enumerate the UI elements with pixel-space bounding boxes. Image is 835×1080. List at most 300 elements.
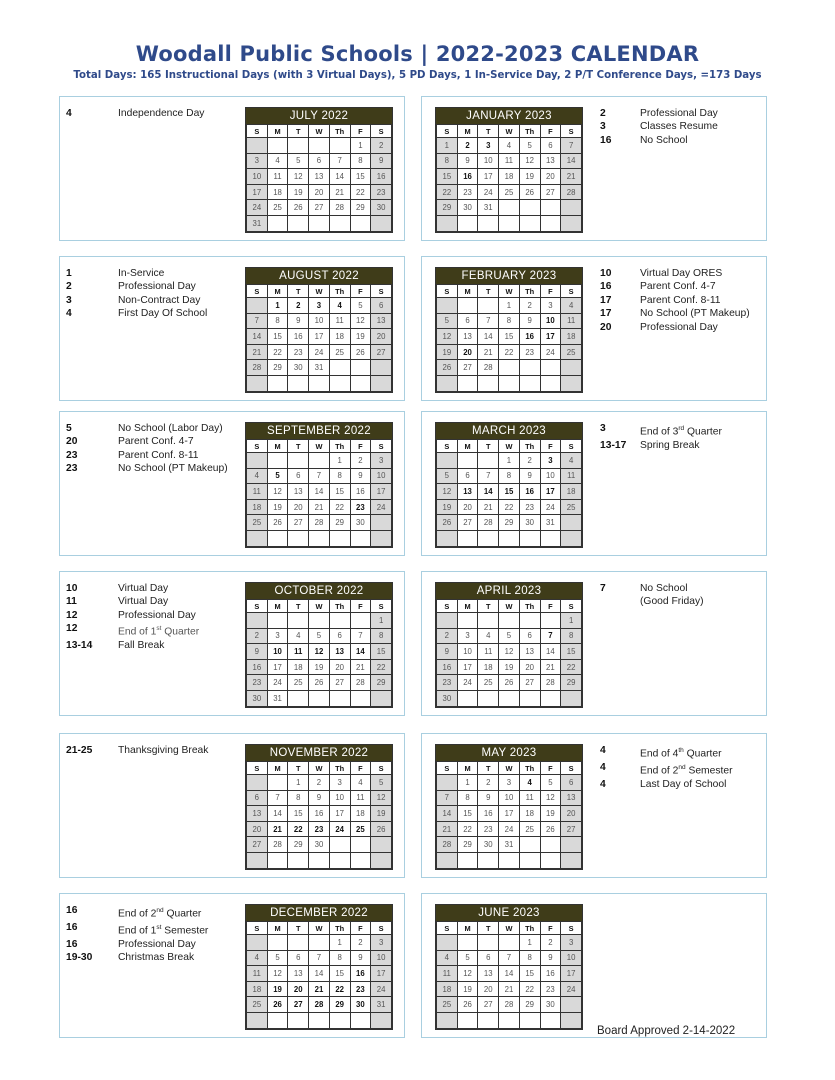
day-cell: 21	[561, 169, 582, 185]
day-cell: 15	[267, 329, 288, 345]
day-cell	[247, 852, 268, 868]
day-cell: 12	[437, 484, 458, 500]
day-cell: 15	[561, 644, 582, 660]
event-date: 16	[600, 134, 612, 146]
month-grid	[436, 761, 582, 869]
weekday-label: S	[437, 125, 458, 138]
day-cell	[519, 690, 540, 706]
weekday-label: Th	[519, 922, 540, 935]
day-cell: 2	[457, 138, 478, 154]
event-label-text: Professional Day	[640, 108, 718, 119]
day-cell: 10	[267, 644, 288, 660]
day-cell: 15	[499, 484, 520, 500]
day-cell: 23	[540, 981, 561, 997]
day-cell	[519, 837, 540, 853]
day-cell: 4	[247, 468, 268, 484]
day-cell	[561, 852, 582, 868]
event-label-text: Parent Conf. 4-7	[640, 281, 716, 293]
day-cell	[519, 200, 540, 216]
event-label	[118, 449, 199, 462]
day-cell: 17	[561, 966, 582, 982]
day-cell	[478, 530, 499, 546]
event-label-text: No School	[640, 583, 688, 594]
weekday-label: Th	[519, 600, 540, 613]
day-cell: 24	[371, 981, 392, 997]
week-row	[247, 644, 392, 660]
event-label-text: Virtual Day	[118, 583, 169, 594]
board-approved-note: Board Approved 2-14-2022	[597, 1025, 736, 1037]
day-cell: 13	[288, 966, 309, 982]
day-cell: 9	[371, 153, 392, 169]
day-cell: 13	[457, 329, 478, 345]
weekday-label: T	[288, 922, 309, 935]
day-cell	[437, 1012, 458, 1028]
day-cell: 1	[499, 453, 520, 469]
day-cell	[519, 613, 540, 629]
weekday-label: F	[540, 922, 561, 935]
week-row	[247, 344, 392, 360]
day-cell: 26	[267, 997, 288, 1013]
day-cell: 17	[309, 329, 330, 345]
day-cell: 4	[288, 628, 309, 644]
weekday-label: S	[247, 125, 268, 138]
day-cell: 12	[540, 790, 561, 806]
weekday-label: S	[437, 285, 458, 298]
day-cell: 21	[309, 981, 330, 997]
week-row	[437, 935, 582, 951]
event-item	[66, 462, 228, 475]
event-date: 20	[66, 436, 78, 448]
month-panel	[59, 733, 405, 878]
day-cell	[540, 375, 561, 391]
day-cell: 8	[329, 950, 350, 966]
week-row	[437, 852, 582, 868]
day-cell	[499, 375, 520, 391]
ordinal-suffix: st	[156, 625, 162, 633]
day-cell: 22	[519, 981, 540, 997]
event-item	[600, 439, 722, 452]
day-cell: 29	[561, 675, 582, 691]
day-cell: 10	[457, 644, 478, 660]
day-cell	[457, 613, 478, 629]
day-cell	[350, 375, 371, 391]
day-cell	[561, 997, 582, 1013]
day-cell: 17	[540, 329, 561, 345]
day-cell: 21	[247, 344, 268, 360]
day-cell: 27	[288, 515, 309, 531]
event-date: 3	[66, 294, 72, 306]
day-cell	[267, 852, 288, 868]
day-cell: 13	[561, 790, 582, 806]
weekday-label: M	[457, 600, 478, 613]
week-row	[437, 950, 582, 966]
weekday-label: T	[478, 285, 499, 298]
day-cell: 29	[329, 515, 350, 531]
day-cell: 16	[350, 484, 371, 500]
event-label	[640, 134, 688, 147]
day-cell	[247, 935, 268, 951]
day-cell: 8	[350, 153, 371, 169]
day-cell	[561, 200, 582, 216]
day-cell: 6	[457, 468, 478, 484]
day-cell: 3	[309, 298, 330, 314]
day-cell	[309, 613, 330, 629]
day-cell: 19	[371, 806, 392, 822]
day-cell: 9	[540, 950, 561, 966]
day-cell: 9	[457, 153, 478, 169]
event-label-text: No School (Labor Day)	[118, 423, 223, 434]
event-item	[600, 120, 718, 133]
day-cell	[478, 298, 499, 314]
day-cell	[519, 375, 540, 391]
event-item	[66, 938, 208, 951]
day-cell: 5	[540, 775, 561, 791]
day-cell: 20	[329, 659, 350, 675]
event-date: 2	[600, 108, 606, 119]
day-cell: 24	[499, 821, 520, 837]
week-row	[437, 313, 582, 329]
weekday-label: W	[309, 922, 330, 935]
day-cell	[267, 138, 288, 154]
day-cell	[371, 215, 392, 231]
weekday-label: W	[499, 762, 520, 775]
week-row	[247, 690, 392, 706]
day-cell: 16	[247, 659, 268, 675]
day-cell: 13	[247, 806, 268, 822]
month-calendar	[245, 422, 393, 548]
weekday-label: W	[499, 440, 520, 453]
day-cell	[267, 215, 288, 231]
day-cell	[247, 1012, 268, 1028]
event-label-text: End of 2	[118, 908, 157, 920]
day-cell	[478, 1012, 499, 1028]
event-item	[66, 744, 208, 757]
event-date: 20	[600, 321, 612, 333]
day-cell: 30	[247, 690, 268, 706]
day-cell: 3	[371, 935, 392, 951]
day-cell: 27	[540, 184, 561, 200]
day-cell: 10	[309, 313, 330, 329]
month-title: OCTOBER 2022	[246, 583, 392, 599]
day-cell: 7	[478, 313, 499, 329]
day-cell	[499, 613, 520, 629]
day-cell: 17	[329, 806, 350, 822]
day-cell: 28	[540, 675, 561, 691]
day-cell: 31	[499, 837, 520, 853]
event-date: 17	[600, 308, 612, 320]
week-row	[247, 375, 392, 391]
day-cell: 21	[437, 821, 458, 837]
event-item	[66, 107, 204, 120]
week-row	[247, 659, 392, 675]
day-cell: 5	[371, 775, 392, 791]
day-cell: 25	[519, 821, 540, 837]
event-label	[640, 107, 718, 120]
month-panel	[421, 893, 767, 1038]
day-cell: 13	[329, 644, 350, 660]
month-title: SEPTEMBER 2022	[246, 423, 392, 439]
day-cell: 28	[350, 675, 371, 691]
day-cell	[329, 530, 350, 546]
week-row	[437, 215, 582, 231]
day-cell: 12	[350, 313, 371, 329]
day-cell	[267, 453, 288, 469]
week-row	[247, 138, 392, 154]
event-label-text: Professional Day	[118, 609, 196, 621]
event-label-text: End of 1	[118, 925, 157, 937]
day-cell: 11	[561, 313, 582, 329]
day-cell: 30	[478, 837, 499, 853]
ordinal-suffix: st	[156, 923, 162, 931]
day-cell: 23	[247, 675, 268, 691]
day-cell: 10	[478, 153, 499, 169]
day-cell: 11	[437, 966, 458, 982]
weekday-label: S	[371, 600, 392, 613]
event-label	[640, 280, 716, 293]
day-cell	[437, 215, 458, 231]
day-cell: 17	[540, 484, 561, 500]
day-cell: 19	[457, 981, 478, 997]
day-cell: 2	[540, 935, 561, 951]
day-cell: 1	[288, 775, 309, 791]
event-date: 23	[66, 463, 78, 475]
week-row	[437, 530, 582, 546]
day-cell: 26	[437, 360, 458, 376]
day-cell	[478, 215, 499, 231]
day-cell: 16	[519, 329, 540, 345]
day-cell: 27	[329, 675, 350, 691]
week-row	[247, 215, 392, 231]
day-cell	[371, 515, 392, 531]
day-cell: 11	[267, 169, 288, 185]
day-cell: 27	[519, 675, 540, 691]
event-label	[118, 582, 168, 595]
day-cell	[350, 360, 371, 376]
event-label	[640, 321, 718, 334]
month-panel	[59, 256, 405, 401]
week-row	[247, 675, 392, 691]
week-row	[247, 515, 392, 531]
day-cell: 29	[350, 200, 371, 216]
day-cell: 22	[329, 499, 350, 515]
week-row	[437, 484, 582, 500]
weekday-label: S	[247, 440, 268, 453]
month-title: JUNE 2023	[436, 905, 582, 921]
weekday-label: T	[288, 600, 309, 613]
day-cell: 29	[329, 997, 350, 1013]
day-cell	[457, 1012, 478, 1028]
day-cell	[350, 215, 371, 231]
event-label-tail: Quarter	[161, 626, 200, 638]
day-cell: 30	[519, 515, 540, 531]
day-cell	[540, 837, 561, 853]
weekday-header-row	[437, 762, 582, 775]
event-label-text: Classes Resume	[640, 121, 718, 133]
event-label	[118, 744, 208, 757]
day-cell: 3	[561, 935, 582, 951]
day-cell: 3	[478, 138, 499, 154]
day-cell	[267, 775, 288, 791]
day-cell	[457, 852, 478, 868]
weekday-header-row	[247, 125, 392, 138]
weekday-label: Th	[519, 125, 540, 138]
day-cell: 16	[350, 966, 371, 982]
day-cell	[329, 360, 350, 376]
weekday-label: W	[499, 922, 520, 935]
event-item	[66, 951, 208, 964]
week-row	[437, 153, 582, 169]
week-row	[437, 837, 582, 853]
ordinal-suffix: nd	[156, 907, 164, 914]
week-row	[437, 966, 582, 982]
week-row	[437, 981, 582, 997]
event-label-text: Christmas Break	[118, 952, 195, 964]
weekday-label: S	[561, 762, 582, 775]
day-cell: 18	[499, 169, 520, 185]
day-cell	[540, 215, 561, 231]
month-title: JULY 2022	[246, 108, 392, 124]
week-row	[247, 613, 392, 629]
day-cell: 28	[309, 515, 330, 531]
day-cell: 3	[371, 453, 392, 469]
week-row	[247, 790, 392, 806]
weekday-label: F	[540, 440, 561, 453]
weekday-label: F	[350, 440, 371, 453]
day-cell: 19	[267, 499, 288, 515]
day-cell	[478, 852, 499, 868]
weekday-label: S	[247, 762, 268, 775]
day-cell: 23	[371, 184, 392, 200]
event-label-text: Thanksgiving Break	[118, 745, 209, 756]
day-cell: 24	[540, 499, 561, 515]
day-cell	[478, 690, 499, 706]
event-label-text: End of 3	[640, 426, 679, 438]
day-cell: 23	[478, 821, 499, 837]
day-cell: 8	[437, 153, 458, 169]
day-cell: 13	[371, 313, 392, 329]
event-label-text: Spring Break	[640, 439, 700, 451]
day-cell: 6	[540, 138, 561, 154]
day-cell: 8	[519, 950, 540, 966]
day-cell	[267, 530, 288, 546]
day-cell: 6	[288, 468, 309, 484]
ordinal-suffix: nd	[678, 763, 686, 771]
day-cell: 2	[371, 138, 392, 154]
event-list	[66, 422, 228, 476]
day-cell: 5	[437, 468, 458, 484]
day-cell: 26	[267, 515, 288, 531]
event-item	[66, 904, 208, 921]
event-list	[600, 744, 733, 791]
day-cell: 4	[329, 298, 350, 314]
weekday-label: M	[267, 762, 288, 775]
event-date: 12	[66, 609, 78, 621]
day-cell: 5	[350, 298, 371, 314]
event-label	[118, 938, 196, 951]
week-row	[437, 775, 582, 791]
day-cell	[288, 453, 309, 469]
week-row	[247, 313, 392, 329]
weekday-label: T	[288, 285, 309, 298]
day-cell	[267, 375, 288, 391]
day-cell	[371, 837, 392, 853]
event-date: 7	[600, 583, 606, 594]
day-cell: 14	[309, 966, 330, 982]
day-cell: 11	[519, 790, 540, 806]
day-cell: 23	[519, 344, 540, 360]
day-cell	[437, 935, 458, 951]
day-cell: 10	[499, 790, 520, 806]
day-cell: 21	[309, 499, 330, 515]
day-cell	[371, 530, 392, 546]
day-cell: 15	[350, 169, 371, 185]
day-cell: 15	[457, 806, 478, 822]
weekday-label: W	[309, 600, 330, 613]
event-item	[600, 582, 704, 595]
event-item	[600, 267, 750, 280]
day-cell: 16	[371, 169, 392, 185]
event-label-tail: Quarter	[163, 908, 202, 920]
month-title: AUGUST 2022	[246, 268, 392, 284]
day-cell: 21	[350, 659, 371, 675]
day-cell: 6	[457, 313, 478, 329]
event-label	[118, 609, 196, 622]
day-cell: 2	[437, 628, 458, 644]
weekday-label: T	[478, 600, 499, 613]
event-date: 4	[600, 778, 606, 790]
weekday-label: Th	[329, 922, 350, 935]
event-date: 3	[600, 121, 606, 133]
day-cell: 26	[350, 344, 371, 360]
day-cell: 14	[561, 153, 582, 169]
day-cell: 2	[519, 298, 540, 314]
day-cell: 8	[499, 468, 520, 484]
day-cell	[457, 935, 478, 951]
day-cell: 9	[519, 468, 540, 484]
day-cell: 6	[371, 298, 392, 314]
day-cell: 11	[329, 313, 350, 329]
day-cell: 6	[247, 790, 268, 806]
weekday-label: S	[437, 600, 458, 613]
event-label	[118, 107, 204, 120]
day-cell: 8	[288, 790, 309, 806]
day-cell: 9	[288, 313, 309, 329]
day-cell	[540, 200, 561, 216]
week-row	[437, 344, 582, 360]
event-item	[600, 134, 718, 147]
day-cell	[499, 935, 520, 951]
day-cell: 25	[499, 184, 520, 200]
ordinal-suffix: rd	[678, 425, 685, 432]
event-list	[66, 744, 208, 757]
day-cell: 9	[309, 790, 330, 806]
day-cell: 29	[457, 837, 478, 853]
day-cell	[457, 298, 478, 314]
day-cell: 9	[519, 313, 540, 329]
day-cell: 30	[309, 837, 330, 853]
day-cell: 11	[350, 790, 371, 806]
day-cell: 20	[309, 184, 330, 200]
day-cell	[247, 453, 268, 469]
week-row	[437, 690, 582, 706]
month-grid	[246, 599, 392, 707]
weekday-label: T	[288, 440, 309, 453]
day-cell: 28	[437, 837, 458, 853]
weekday-label: S	[371, 762, 392, 775]
day-cell: 7	[309, 468, 330, 484]
day-cell: 8	[499, 313, 520, 329]
day-cell: 10	[371, 468, 392, 484]
